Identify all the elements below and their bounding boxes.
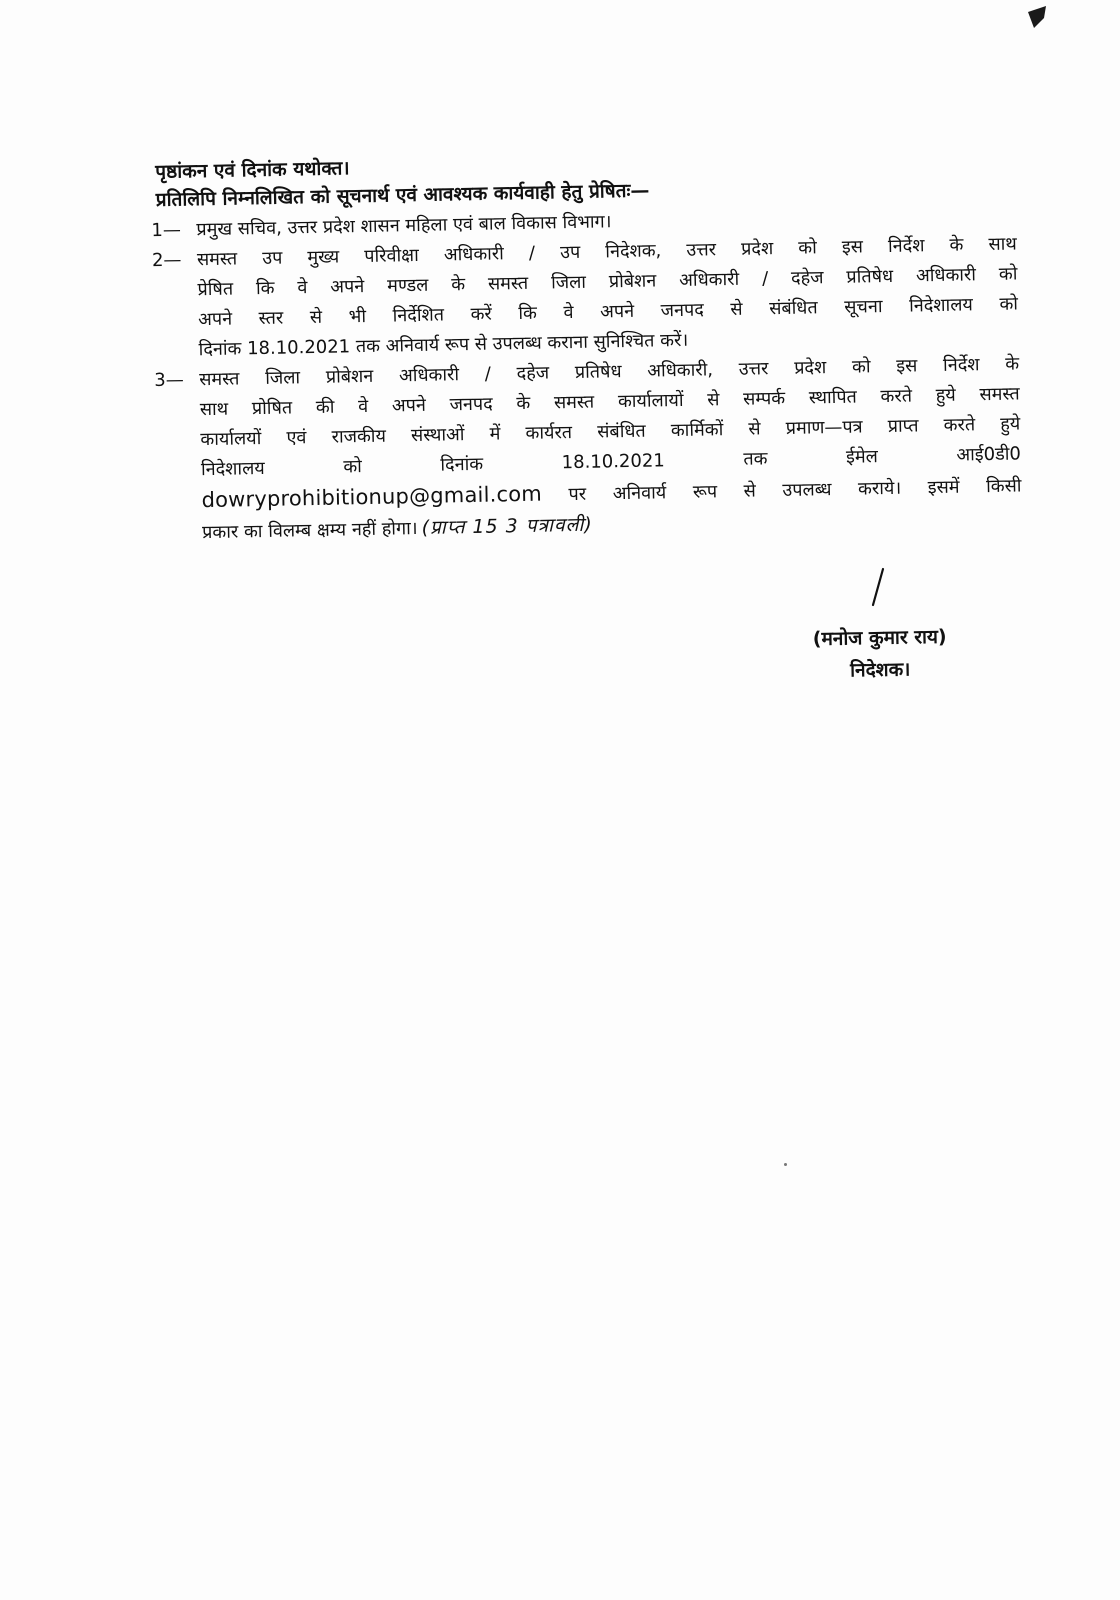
item-number: 3— (154, 369, 184, 392)
list-item-2 (151, 229, 1019, 365)
item-text: प्रमुख सचिव, उत्तर प्रदेश शासन महिला एवं बाल विकास विभाग। (196, 211, 612, 241)
item-text: पर अनिवार्य रूप से उपलब्ध कराये। इसमें किसी (568, 475, 1022, 506)
item-text: समस्त उप मुख्य परिवीक्षा अधिकारी / उप निदेशक, उत्तर प्रदेश को इस निर्देश के साथ (196, 233, 1018, 271)
item-text: निदेशालय को दिनांक 18.10.2021 तक ईमेल आई0डी0 (200, 443, 1022, 481)
item-text: साथ प्रोषित की वे अपने जनपद के समस्त कार्यालायों से सम्पर्क स्थापित करते हुये समस्त (199, 383, 1020, 421)
signature-block (789, 620, 970, 687)
letter-body (151, 141, 1022, 548)
item-number: 1— (151, 219, 182, 242)
copy-to-line: प्रतिलिपि निम्नलिखित को सूचनार्थ एवं आवश्यक कार्यवाही हेतु प्रेषितः— (155, 179, 650, 211)
signatory-designation: निदेशक। (849, 658, 911, 682)
email-address[interactable]: dowryprohibitionup@gmail.com (201, 481, 543, 513)
handwritten-note: (प्राप्त 15 3 पत्रावली) (421, 513, 593, 539)
item-text: प्रेषित कि वे अपने मण्डल के समस्त जिला प्रोबेशन अधिकारी / दहेज प्रतिषेध अधिकारी को (197, 263, 1018, 301)
item-text: दिनांक 18.10.2021 तक अनिवार्य रूप से उपलब्ध कराना सुनिश्चित करें। (198, 329, 689, 361)
list-item-3 (154, 349, 1022, 548)
paper-speck (784, 1163, 787, 1166)
item-text: समस्त जिला प्रोबेशन अधिकारी / दहेज प्रतिषेध अधिकारी, उत्तर प्रदेश को इस निर्देश के (199, 353, 1020, 391)
item-text: अपने स्तर से भी निर्देशित करें कि वे अपने जनपद से संबंधित सूचना निदेशालय को (197, 293, 1019, 331)
item-number: 2— (151, 249, 182, 272)
signatory-name: (मनोज कुमार राय) (812, 625, 947, 651)
item-text: कार्यालयों एवं राजकीय संस्थाओं में कार्यरत संबंधित कार्मिकों से प्रमाण—पत्र प्राप्त करते हुये (200, 413, 1021, 451)
endorsement-line: पृष्ठांकन एवं दिनांक यथोक्त। (155, 157, 350, 183)
signature-stroke (868, 567, 888, 607)
item-text: प्रकार का विलम्ब क्षम्य नहीं होगा। (201, 518, 418, 544)
distribution-list (151, 199, 1022, 548)
corner-ink-mark (1024, 4, 1050, 30)
